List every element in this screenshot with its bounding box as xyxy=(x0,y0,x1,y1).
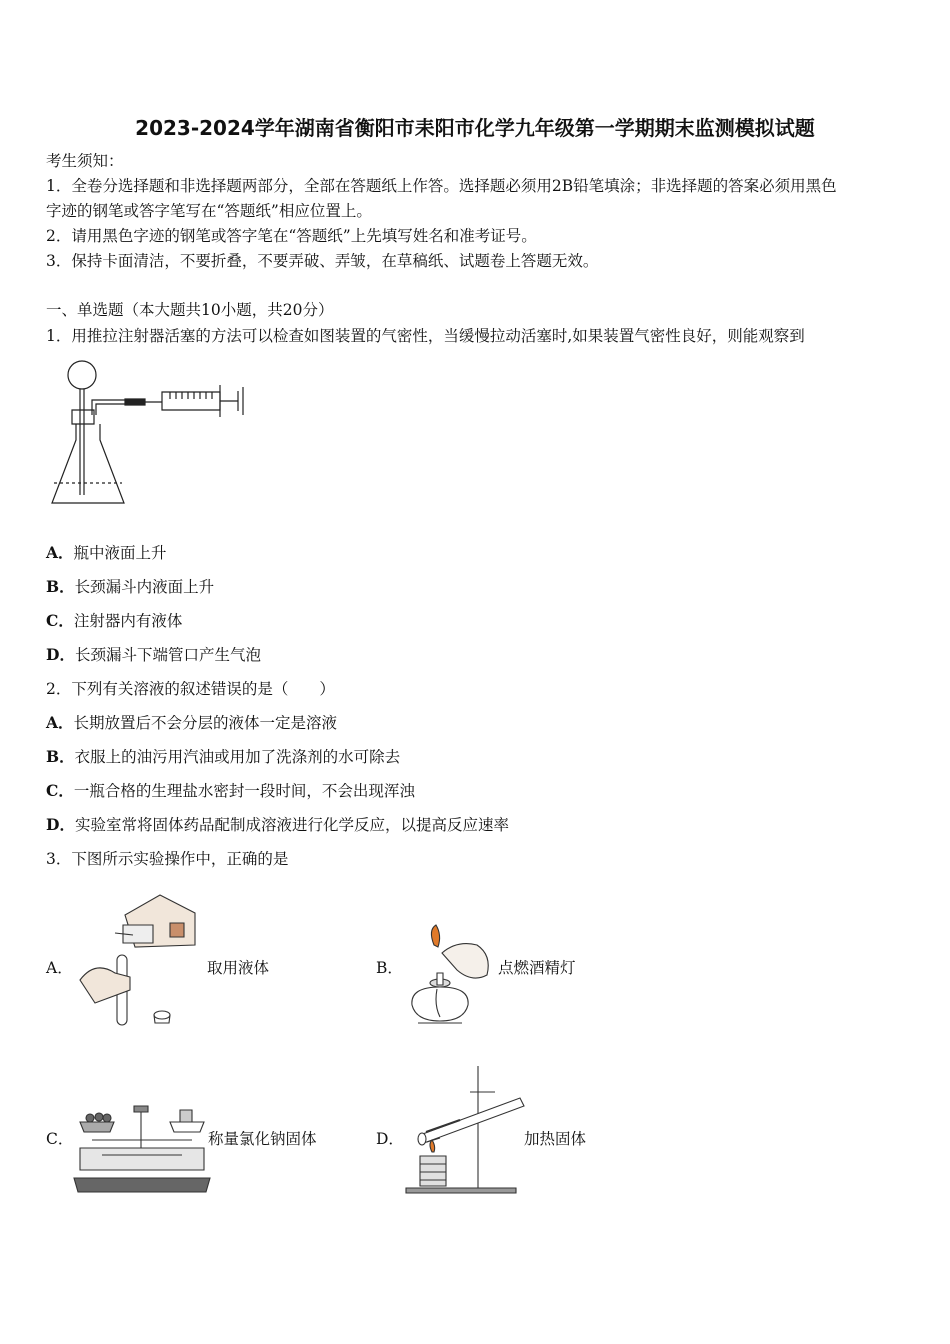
page-title: 2023-2024学年湖南省衡阳市耒阳市化学九年级第一学期期末监测模拟试题 xyxy=(135,116,815,140)
q3-option-d-letter[interactable]: D． xyxy=(376,1130,404,1148)
q3-option-d-text: 加热固体 xyxy=(524,1130,587,1148)
balance-weighing-figure xyxy=(72,1100,212,1197)
q1-option-b[interactable]: B．长颈漏斗内液面上升 xyxy=(46,577,215,596)
section-heading: 一、单选题（本大题共10小题，共20分） xyxy=(46,301,334,319)
q1-option-a[interactable]: A．瓶中液面上升 xyxy=(46,543,167,562)
q1-option-c[interactable]: C．注射器内有液体 xyxy=(46,611,183,630)
q3-option-c-text: 称量氯化钠固体 xyxy=(208,1130,317,1148)
q2-option-a[interactable]: A．长期放置后不会分层的液体一定是溶液 xyxy=(46,713,338,732)
q2-option-b[interactable]: B．衣服上的油污用汽油或用加了洗涤剂的水可除去 xyxy=(46,747,401,766)
airtightness-apparatus-figure xyxy=(40,355,260,515)
q3-option-a-text: 取用液体 xyxy=(207,959,270,977)
q3-option-b-text: 点燃酒精灯 xyxy=(498,959,576,977)
q1-option-d[interactable]: D．长颈漏斗下端管口产生气泡 xyxy=(46,645,261,664)
question-1-stem: 1．用推拉注射器活塞的方法可以检查如图装置的气密性，当缓慢拉动活塞时,如果装置气密性良好，则能观察到 xyxy=(46,327,805,345)
notice-item-2: 2．请用黑色字迹的钢笔或答字笔在“答题纸”上先填写姓名和准考证号。 xyxy=(46,227,537,245)
question-2-stem: 2．下列有关溶液的叙述错误的是（ ） xyxy=(46,680,335,698)
notice-heading: 考生须知： xyxy=(46,152,124,170)
question-3-stem: 3．下图所示实验操作中，正确的是 xyxy=(46,850,289,868)
heat-solid-figure xyxy=(400,1060,530,1195)
q3-option-b-letter[interactable]: B． xyxy=(376,959,403,977)
notice-item-1-line-2: 字迹的钢笔或答字笔写在“答题纸”相应位置上。 xyxy=(46,202,372,220)
q3-option-c-letter[interactable]: C． xyxy=(46,1130,74,1148)
notice-item-3: 3．保持卡面清洁，不要折叠，不要弄破、弄皱，在草稿纸、试题卷上答题无效。 xyxy=(46,252,599,270)
light-alcohol-lamp-figure xyxy=(402,925,502,1030)
q2-option-c[interactable]: C．一瓶合格的生理盐水密封一段时间，不会出现浑浊 xyxy=(46,781,415,800)
q2-option-d[interactable]: D．实验室常将固体药品配制成溶液进行化学反应，以提高反应速率 xyxy=(46,815,509,834)
notice-item-1-line-1: 1．全卷分选择题和非选择题两部分，全部在答题纸上作答。选择题必须用2B铅笔填涂；非选择题的答案必须用黑色 xyxy=(46,177,837,195)
pour-liquid-figure xyxy=(75,885,205,1030)
q3-option-a-letter[interactable]: A． xyxy=(46,959,73,977)
